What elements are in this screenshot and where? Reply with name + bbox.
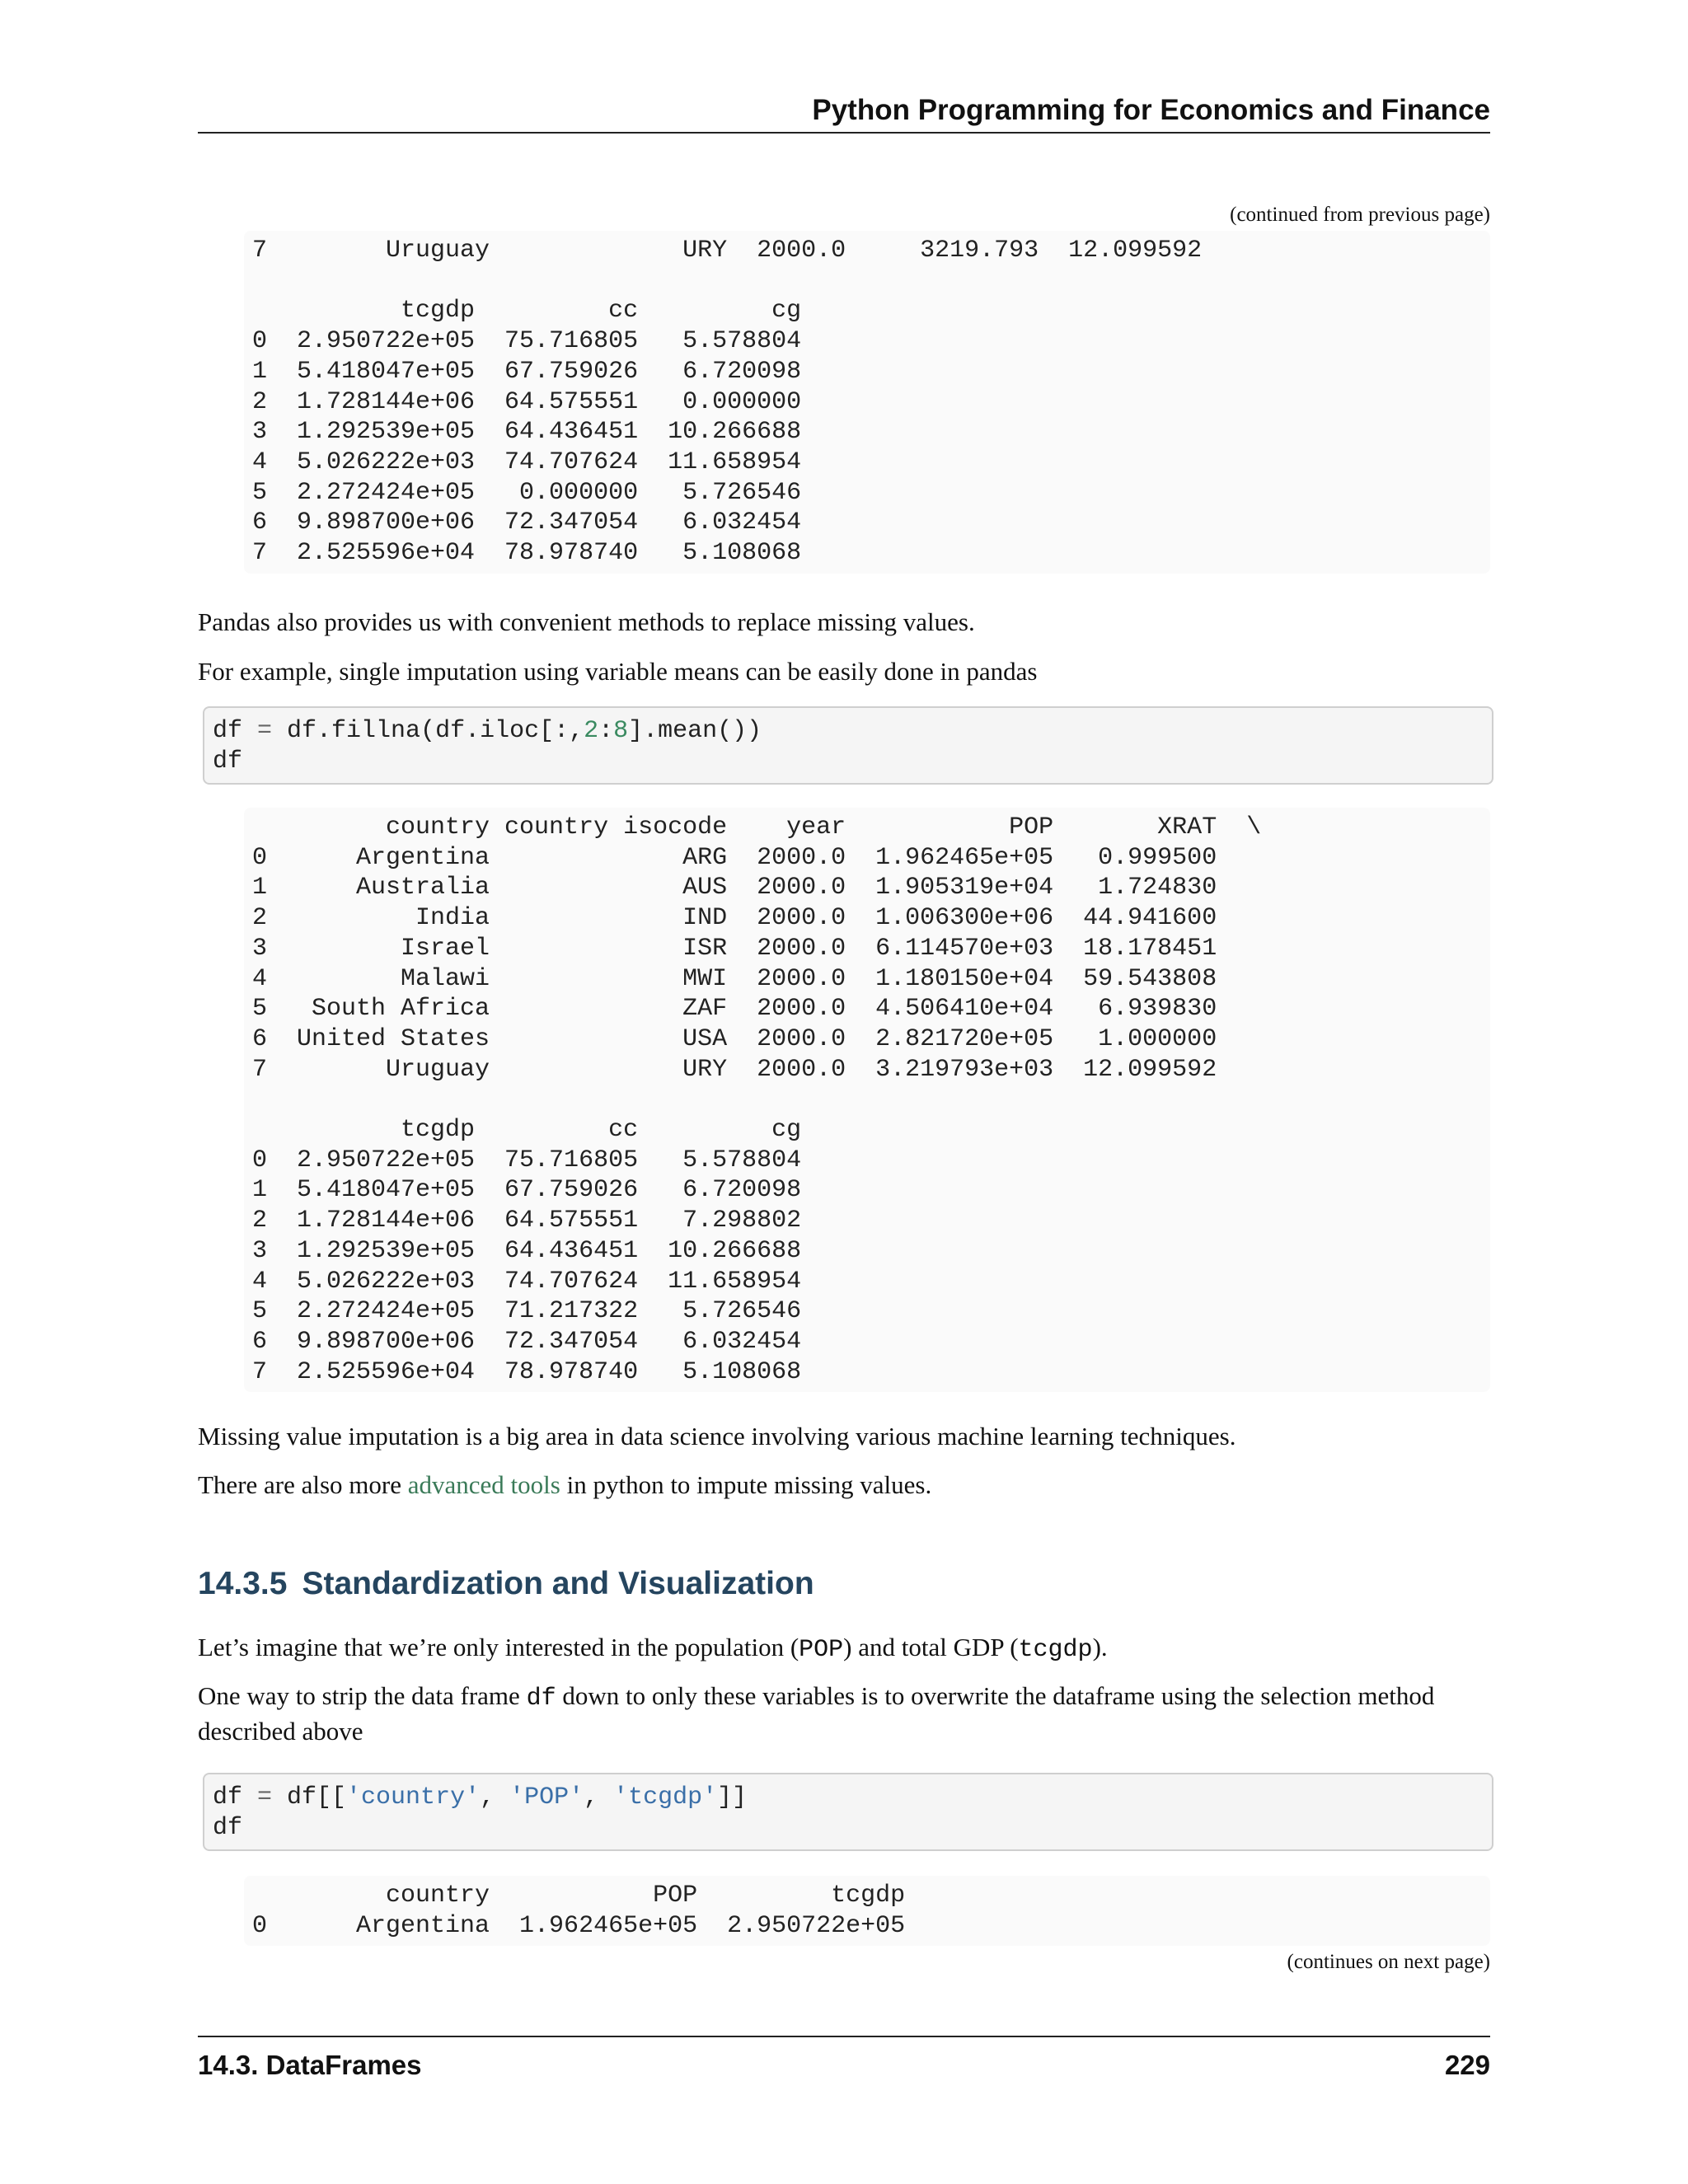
page-number: 229 [1444, 2050, 1490, 2080]
paragraph-pop-tcgdp: Let’s imagine that we’re only interested in the population (POP) and total GDP (tcgdp). [198, 1633, 1108, 1664]
paragraph-single-imputation: For example, single imputation using variable means can be easily done in pandas [198, 657, 1038, 686]
output-block-2 [244, 808, 1490, 1392]
code-text-select-columns: df = df[['country', 'POP', 'tcgdp']] df [213, 1783, 748, 1842]
output-text-2 [244, 808, 1490, 1392]
output-line: country country isocode year POP XRAT \ [252, 813, 1262, 841]
output-line: 0 Argentina ARG 2000.0 1.962465e+05 0.999500 [252, 843, 1217, 872]
output-line: 1 5.418047e+05 67.759026 6.720098 [252, 357, 802, 386]
output-line: 0 2.950722e+05 75.716805 5.578804 [252, 1146, 802, 1174]
output-text-3 [244, 1876, 1490, 1946]
paragraph-replace-methods: Pandas also provides us with convenient methods to replace missing values. [198, 607, 975, 636]
output-line: 4 5.026222e+03 74.707624 11.658954 [252, 1267, 802, 1296]
output-line: 7 2.525596e+04 78.978740 5.108068 [252, 539, 802, 568]
output-line: 2 1.728144e+06 64.575551 0.000000 [252, 387, 802, 416]
output-text-1 [244, 231, 1490, 574]
continues-next-note: (continues on next page) [1287, 1951, 1490, 1973]
code-cell-select-columns[interactable] [203, 1773, 1493, 1851]
output-line: 6 9.898700e+06 72.347054 6.032454 [252, 1327, 802, 1356]
book-title: Python Programming for Economics and Finance [812, 94, 1490, 126]
output-line: 0 Argentina 1.962465e+05 2.950722e+05 [252, 1911, 906, 1940]
paragraph-imputation-area: Missing value imputation is a big area in data science involving various machine learning techniques. [198, 1422, 1236, 1451]
output-line: tcgdp cc cg [252, 297, 802, 326]
output-line: 0 2.950722e+05 75.716805 5.578804 [252, 327, 802, 356]
output-block-1 [244, 231, 1490, 574]
paragraph-advanced-tools: There are also more advanced tools in python to impute missing values. [198, 1470, 932, 1499]
output-line: 5 2.272424e+05 71.217322 5.726546 [252, 1297, 802, 1326]
output-line: 4 Malawi MWI 2000.0 1.180150e+04 59.543808 [252, 964, 1217, 993]
output-line: 3 1.292539e+05 64.436451 10.266688 [252, 418, 802, 447]
output-line: 2 India IND 2000.0 1.006300e+06 44.941600 [252, 904, 1217, 933]
code-cell-fillna[interactable] [203, 706, 1493, 785]
continued-from-note: (continued from previous page) [1230, 204, 1490, 226]
running-header [198, 92, 1490, 134]
output-line: 6 9.898700e+06 72.347054 6.032454 [252, 509, 802, 537]
output-line: 1 5.418047e+05 67.759026 6.720098 [252, 1176, 802, 1205]
section-title: Standardization and Visualization [302, 1566, 814, 1601]
output-line: 2 1.728144e+06 64.575551 7.298802 [252, 1207, 802, 1235]
output-line: 1 Australia AUS 2000.0 1.905319e+04 1.724830 [252, 874, 1217, 902]
advanced-tools-link[interactable]: advanced tools [407, 1470, 560, 1499]
output-line: 3 1.292539e+05 64.436451 10.266688 [252, 1236, 802, 1265]
output-line: 6 United States USA 2000.0 2.821720e+05 1.000000 [252, 1024, 1217, 1053]
paragraph-strip-dataframe: One way to strip the data frame df down to only these variables is to overwrite the dataframe using the selection method described above [198, 1681, 1435, 1746]
output-block-3 [244, 1876, 1490, 1946]
output-line: 3 Israel ISR 2000.0 6.114570e+03 18.178451 [252, 934, 1217, 963]
code-text-fillna: df = df.fillna(df.iloc[:,2:8].mean()) df [213, 717, 762, 776]
output-line: 7 Uruguay URY 2000.0 3219.793 12.099592 [252, 237, 1203, 265]
output-line: 5 2.272424e+05 0.000000 5.726546 [252, 478, 802, 507]
footer-section-label: 14.3. DataFrames [198, 2050, 422, 2080]
section-number: 14.3.5 [198, 1566, 288, 1601]
output-line: 5 South Africa ZAF 2000.0 4.506410e+04 6.939830 [252, 995, 1217, 1024]
output-line: tcgdp cc cg [252, 1116, 802, 1145]
output-line: 4 5.026222e+03 74.707624 11.658954 [252, 448, 802, 476]
page-footer [198, 2036, 1490, 2082]
output-line: country POP tcgdp [252, 1882, 906, 1910]
section-heading [198, 1564, 814, 1604]
output-line: 7 2.525596e+04 78.978740 5.108068 [252, 1357, 802, 1386]
output-line: 7 Uruguay URY 2000.0 3.219793e+03 12.099592 [252, 1055, 1217, 1084]
